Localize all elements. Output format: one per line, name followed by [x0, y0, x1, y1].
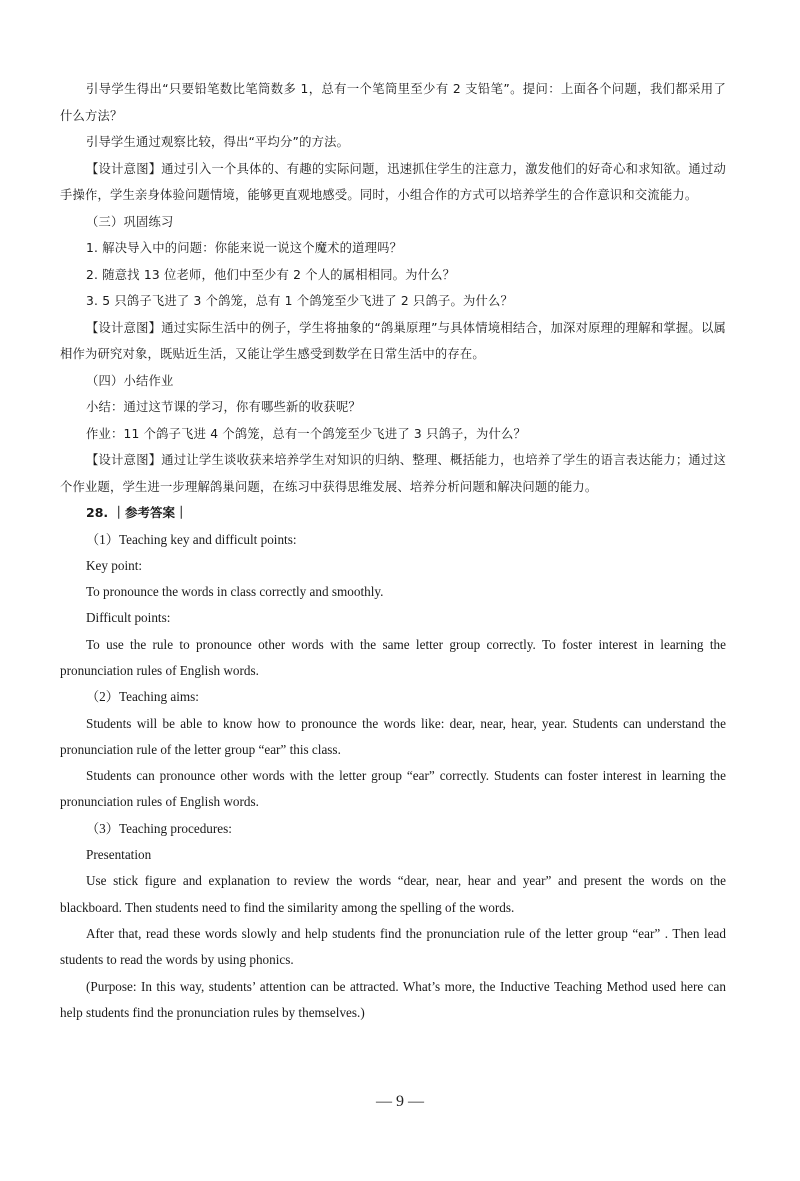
section-heading-practice: （三）巩固练习 [86, 214, 174, 229]
paragraph-design-intent-1: 【设计意图】通过引入一个具体的、有趣的实际问题，迅速抓住学生的注意力，激发他们的好奇心和求知欲。通过动手操作，学生亲身体验问题情境，能够更直观地感受。同时，小组合作的方式可以培养学生的合作意识和交流能力。 [60, 161, 726, 202]
paragraph-design-intent-2: 【设计意图】通过实际生活中的例子，学生将抽象的“鸽巢原理”与具体情境相结合，加深对原理的理解和掌握。以属相作为研究对象，既贴近生活，又能让学生感受到数学在日常生活中的存在。 [60, 320, 726, 361]
paragraph-design-intent-3: 【设计意图】通过让学生谈收获来培养学生对知识的归纳、整理、概括能力，也培养了学生的语言表达能力；通过这个作业题，学生进一步理解鸽巢问题，在练习中获得思维发展、培养分析问题和解决问题的能力。 [60, 453, 726, 494]
heading-teaching-aims: （2）Teaching aims: [86, 689, 199, 705]
exercise-item-2: 2. 随意找 13 位老师，他们中至少有 2 个人的属相相同。为什么？ [86, 267, 456, 282]
document-body [60, 76, 726, 1026]
label-key-point: Key point: [86, 557, 143, 573]
paragraph-homework: 作业：11 个鸽子飞进 4 个鸽笼，总有一个鸽笼至少飞进了 3 只鸽子，为什么？ [86, 426, 527, 441]
paragraph-summary: 小结：通过这节课的学习，你有哪些新的收获呢？ [86, 400, 361, 414]
text-teaching-aims-1: Students will be able to know how to pronounce the words like: dear, near, hear, year. Students can understand the pronunciation rule of the letter group “ear” this class. [60, 715, 726, 757]
question-28-answer-heading: 28. ｜参考答案｜ [86, 505, 188, 520]
page-number: — 9 — [376, 1093, 424, 1110]
exercise-item-1: 1. 解决导入中的问题：你能来说一说这个魔术的道理吗？ [86, 241, 403, 255]
text-key-point: To pronounce the words in class correctly and smoothly. [86, 584, 384, 600]
paragraph-average-method: 引导学生通过观察比较，得出“平均分”的方法。 [86, 135, 350, 149]
label-difficult-points: Difficult points: [86, 610, 171, 626]
section-heading-summary: （四）小结作业 [86, 373, 174, 388]
heading-teaching-procedures: （3）Teaching procedures: [86, 820, 232, 836]
text-difficult-points: To use the rule to pronounce other words with the same letter group correctly. To foster interest in learning the pronunciation rules of English words. [60, 636, 726, 678]
paragraph-guide-conclusion: 引导学生得出“只要铅笔数比笔筒数多 1，总有一个笔筒里至少有 2 支铅笔”。提问：上面各个问题，我们都采用了什么方法？ [60, 82, 726, 123]
text-purpose: (Purpose: In this way, students’ attention can be attracted. What’s more, the Inductive Teaching Method used here can help students find the pronunciation rules by themselves.) [60, 978, 726, 1020]
text-presentation-2: After that, read these words slowly and help students find the pronunciation rule of the letter group “ear” . Then lead students to read the words by using phonics. [60, 925, 726, 968]
heading-key-difficult-points: （1）Teaching key and difficult points: [86, 531, 297, 547]
text-teaching-aims-2: Students can pronounce other words with the letter group “ear” correctly. Students can foster interest in learning the pronunciation rules of English words. [60, 768, 726, 810]
label-presentation: Presentation [86, 847, 152, 863]
exercise-item-3: 3. 5 只鸽子飞进了 3 个鸽笼，总有 1 个鸽笼至少飞进了 2 只鸽子。为什么？ [86, 294, 514, 308]
text-presentation-1: Use stick figure and explanation to review the words “dear, near, hear and year” and present the words on the blackboard. Then students need to find the similarity among the spelling of the words. [60, 873, 726, 915]
